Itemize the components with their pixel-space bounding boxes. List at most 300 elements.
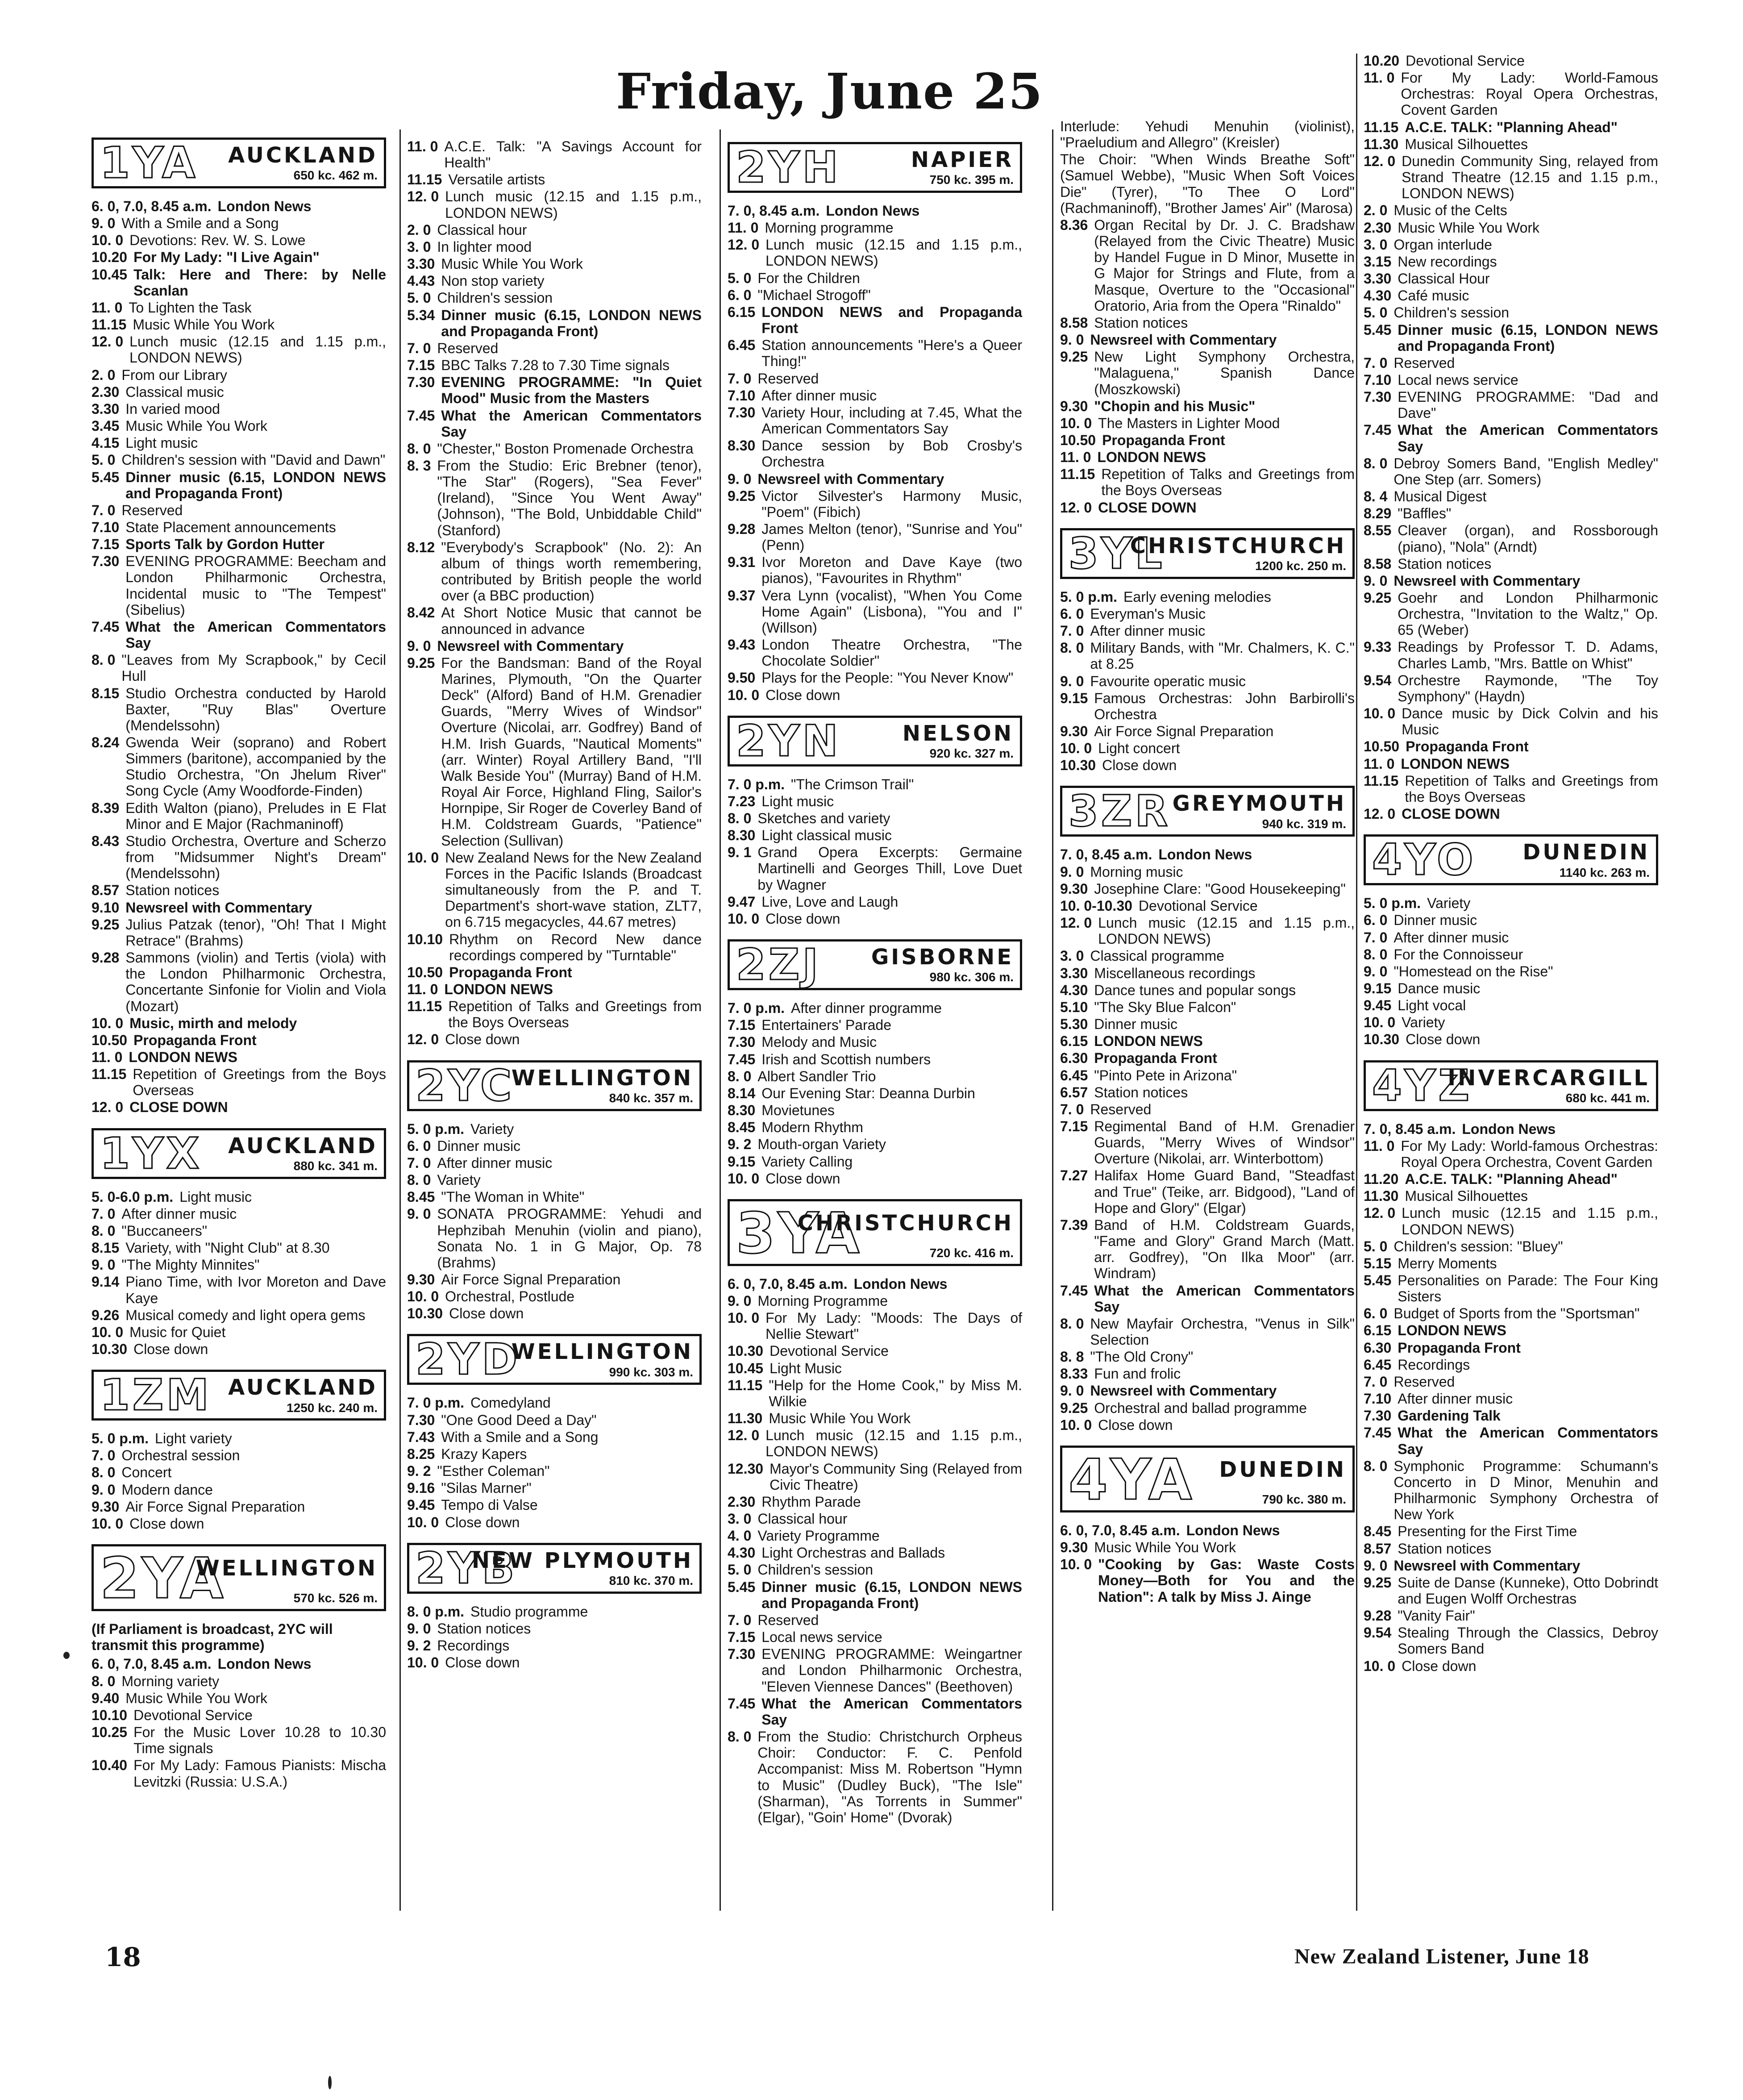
programme-entry (1364, 322, 1658, 354)
programme-entry (1364, 1205, 1658, 1237)
entry-text: Light music (125, 435, 198, 451)
entry-time: 7.43 (407, 1429, 435, 1445)
entry-time: 2.30 (728, 1493, 756, 1510)
station-frequency: 920 kc. 327 m. (929, 746, 1014, 761)
section-gap (728, 928, 1022, 936)
entry-time: 7.30 (1364, 1408, 1392, 1424)
station-city: NEW PLYMOUTH (471, 1548, 693, 1573)
programme-entry (1060, 398, 1355, 414)
entry-time: 3.45 (92, 418, 120, 434)
programme-entry (728, 1612, 1022, 1628)
entry-text: After dinner music (1090, 623, 1206, 639)
entry-text: Suite de Danse (Kunneke), Otto Dobrindt and Eugen Wolff Orchestras (1398, 1574, 1658, 1607)
entry-text: What the American Commentators Say (1398, 1425, 1658, 1457)
entry-text: From our Library (121, 367, 227, 383)
entry-text: Repetition of Talks and Greetings from the Boys Overseas (1101, 466, 1355, 499)
programme-entry (407, 273, 702, 289)
entry-time: 7. 0 (92, 502, 116, 518)
programme-entry (407, 171, 702, 188)
entry-time: 5. 0 (728, 270, 752, 286)
programme-entry (1060, 118, 1355, 150)
programme-entry (92, 300, 386, 316)
entry-time: 9. 0 (1060, 1383, 1084, 1399)
entry-time: 6. 0 (1060, 605, 1084, 622)
entry-text: CLOSE DOWN (1098, 499, 1197, 516)
column-4 (1060, 118, 1355, 1614)
programme-entry (92, 1240, 386, 1256)
entry-text: Comedyland (470, 1395, 551, 1411)
station-note: (If Parliament is broadcast, 2YC will transmit this programme) (92, 1621, 333, 1654)
entry-text: Variety (1402, 1014, 1445, 1031)
programme-entry (92, 1707, 386, 1723)
entry-text: Music for Quiet (129, 1324, 226, 1340)
programme-entry (92, 1015, 386, 1031)
entry-time: 10. 0 (92, 232, 124, 249)
programme-entry (92, 900, 386, 916)
entry-text: Close down (1098, 1417, 1173, 1433)
entry-time: 12. 0 (407, 1031, 439, 1048)
entry-time: 3.15 (1364, 253, 1392, 270)
entry-time: 9. 0 (1364, 1557, 1388, 1574)
station-callsign: 1ZM (100, 1370, 212, 1421)
entry-text: Air Force Signal Preparation (125, 1498, 305, 1515)
programme-entry (92, 1464, 386, 1480)
entry-text: Lunch music (12.15 and 1.15 p.m., LONDON NEWS) (765, 237, 1022, 269)
programme-entry (1364, 1031, 1658, 1047)
entry-text: Everyman's Music (1090, 605, 1206, 622)
entry-text: Children's session (1394, 304, 1510, 321)
entry-time: 6. 0 (728, 287, 752, 303)
programme-entry (92, 418, 386, 434)
programme-entry (728, 1427, 1022, 1459)
entry-time: 10.30 (728, 1343, 764, 1359)
programme-entry (1060, 1084, 1355, 1100)
entry-time: 10. 0 (1060, 1556, 1092, 1573)
entry-time: 6.30 (1060, 1050, 1088, 1067)
entry-time: 8.15 (92, 685, 120, 701)
section-gap (1060, 1606, 1355, 1614)
entry-text: Studio Orchestra conducted by Harold Baxter, "Ruy Blas" Overture (Mendelssohn) (125, 685, 386, 733)
entry-time: 9.30 (1060, 1539, 1088, 1556)
station-callsign: 1YX (100, 1128, 202, 1179)
programme-entry (92, 317, 386, 333)
entry-text: Close down (765, 687, 840, 703)
station-header (407, 1543, 702, 1594)
programme-entry (92, 1447, 386, 1463)
programme-entry (92, 1656, 386, 1672)
entry-text: Movietunes (761, 1102, 835, 1119)
entry-time: 7.39 (1060, 1217, 1088, 1233)
entry-time: 9. 0 (407, 1206, 431, 1222)
programme-entry (92, 1430, 386, 1446)
entry-time: 5.45 (1364, 1272, 1392, 1288)
entry-text: Dunedin Community Sing, relayed from Strand Theatre (12.15 and 1.15 p.m., LONDON NEWS) (1402, 153, 1658, 202)
programme-entry (1364, 1171, 1658, 1187)
entry-text: London News (217, 1656, 312, 1672)
entry-text: Grand Opera Excerpts: Germaine Martinelli and Georges Thill, Love Duet by Wagner (757, 844, 1022, 893)
programme-entry (407, 1288, 702, 1304)
entry-time: 9. 0 (92, 215, 116, 232)
entry-text: "The Mighty Minnites" (121, 1257, 260, 1273)
programme-entry (1364, 488, 1658, 504)
entry-time: 8. 0 (92, 1673, 116, 1689)
entry-text: Light concert (1098, 740, 1180, 757)
programme-entry (407, 307, 702, 339)
programme-entry (92, 1516, 386, 1532)
entry-time: 5. 0 (1364, 1238, 1388, 1254)
station-frequency: 840 kc. 357 m. (609, 1091, 693, 1105)
entry-time: 8. 0 (728, 1068, 752, 1084)
programme-entry (728, 1528, 1022, 1544)
programme-entry (92, 469, 386, 501)
entry-text: EVENING PROGRAMME: Beecham and London Philharmonic Orchestra, Incidental music to "The Tempest" (Sibelius) (125, 553, 386, 618)
station-frequency: 720 kc. 416 m. (929, 1246, 1014, 1260)
programme-entry (1060, 1016, 1355, 1032)
entry-text: Non stop variety (441, 273, 545, 289)
programme-entry (1060, 1217, 1355, 1282)
entry-text: "Leaves from My Scrapbook," by Cecil Hull (121, 652, 386, 684)
station-city: WELLINGTON (511, 1339, 693, 1365)
entry-time: 10. 0 (1060, 415, 1092, 431)
entry-text: Famous Orchestras: John Barbirolli's Orchestra (1094, 690, 1355, 722)
entry-text: After dinner music (121, 1205, 237, 1222)
entry-time: 10.45 (92, 266, 128, 283)
entry-time: 8. 0 p.m. (407, 1603, 465, 1620)
programme-entry (92, 215, 386, 231)
entry-text: Dinner music (1394, 912, 1477, 929)
entry-time: 5. 0 p.m. (1060, 588, 1118, 605)
entry-time: 10.30 (92, 1341, 128, 1357)
programme-entry (728, 670, 1022, 686)
programme-entry (1060, 332, 1355, 348)
programme-entry (1060, 723, 1355, 739)
entry-time: 8.30 (728, 438, 756, 454)
programme-entry (407, 998, 702, 1030)
programme-entry (1364, 1658, 1658, 1674)
entry-time: 3. 0 (1364, 236, 1388, 253)
programme-entry (407, 1206, 702, 1271)
entry-time: 12. 0 (728, 237, 760, 253)
entry-text: The Choir: "When Winds Breathe Soft" (Samuel Webbe), "Music When Soft Voices Die" (Tyrer), "To Thee O Lord" (Rachmaninoff), "Brother James' Air" (Marosa) (1060, 151, 1355, 216)
entry-time: 11.15 (1060, 466, 1095, 483)
entry-time: 3.30 (1060, 965, 1088, 981)
entry-text: A.C.E. TALK: "Planning Ahead" (1405, 119, 1618, 135)
programme-entry (407, 1189, 702, 1205)
entry-time: 3. 0 (1060, 948, 1084, 964)
entry-text: "One Good Deed a Day" (441, 1412, 597, 1428)
entry-time: 7.45 (92, 618, 120, 635)
entry-time: 7.15 (407, 357, 435, 374)
entry-text: Musical Silhouettes (1405, 136, 1528, 152)
entry-time: 8.33 (1060, 1366, 1088, 1382)
programme-entry (1364, 912, 1658, 928)
programme-entry (92, 384, 386, 400)
programme-entry (1364, 1322, 1658, 1338)
entry-text: Dinner music (6.15, LONDON NEWS and Propaganda Front) (1398, 321, 1658, 354)
programme-entry (728, 1494, 1022, 1510)
entry-time: 5. 0-6.0 p.m. (92, 1188, 174, 1205)
programme-entry (92, 1757, 386, 1789)
programme-entry (92, 502, 386, 518)
entry-text: Light Orchestras and Ballads (761, 1545, 945, 1561)
programme-entry (1060, 1050, 1355, 1066)
programme-entry (1060, 881, 1355, 897)
station-frequency: 880 kc. 341 m. (293, 1158, 378, 1173)
entry-text: Repetition of Talks and Greetings from the Boys Overseas (1405, 772, 1658, 805)
entry-text: Classical hour (437, 221, 527, 238)
entry-text: Gardening Talk (1398, 1408, 1501, 1424)
programme-entry (92, 833, 386, 881)
programme-entry (407, 655, 702, 849)
entry-text: Recordings (437, 1638, 510, 1654)
entry-time: 12. 0 (728, 1427, 760, 1444)
entry-text: Goehr and London Philharmonic Orchestra, "Invitation to the Waltz," Op. 65 (Weber) (1398, 590, 1658, 638)
entry-text: Vera Lynn (vocalist), "When You Come Home Again" (Lisbona), "You and I" (Willson) (761, 587, 1022, 636)
entry-time: 9. 0 (728, 1292, 752, 1309)
entry-text: Children's session (757, 1562, 874, 1578)
page-footer: New Zealand Listener, June 18 (1294, 1945, 1589, 1968)
programme-entry (92, 232, 386, 248)
programme-entry (1364, 389, 1658, 421)
station-city: DUNEDIN (1219, 1457, 1346, 1482)
programme-entry (728, 1085, 1022, 1101)
column-rule (399, 129, 401, 1911)
entry-text: "The Woman in White" (441, 1189, 585, 1205)
entry-text: LONDON NEWS (1401, 755, 1510, 772)
station-city: WELLINGTON (511, 1065, 693, 1091)
entry-text: Studio Orchestra, Overture and Scherzo from "Midsummer Night's Dream" (Mendelssohn) (125, 833, 386, 882)
entry-text: LONDON NEWS (129, 1049, 237, 1065)
entry-text: To Lighten the Task (129, 299, 252, 316)
entry-text: Variety Calling (761, 1153, 853, 1170)
entry-text: Variety (437, 1172, 481, 1188)
entry-time: 3.30 (92, 400, 120, 417)
section-gap (407, 1531, 702, 1539)
entry-text: London News (217, 198, 312, 214)
entry-text: Organ interlude (1394, 236, 1492, 253)
entry-time: 12. 0 (1060, 499, 1092, 516)
entry-text: For My Lady: Famous Pianists: Mischa Levitzki (Russia: U.S.A.) (133, 1757, 386, 1790)
programme-entry (1364, 929, 1658, 946)
programme-entry (1060, 589, 1355, 605)
entry-time: 7.30 (92, 553, 120, 570)
station-header (1060, 528, 1355, 579)
programme-entry (728, 1034, 1022, 1050)
programme-entry (1060, 982, 1355, 998)
programme-entry (728, 287, 1022, 303)
entry-time: 9.28 (92, 950, 120, 966)
programme-entry (1364, 153, 1658, 201)
entry-text: Children's session with "David and Dawn" (121, 452, 386, 468)
entry-text: Devotions: Rev. W. S. Lowe (129, 232, 306, 249)
station-city: NELSON (902, 721, 1014, 746)
station-frequency: 980 kc. 306 m. (929, 970, 1014, 984)
entry-time: 9.14 (92, 1274, 120, 1290)
entry-text: Reserved (121, 502, 183, 518)
entry-time: 8. 0 (92, 652, 116, 668)
programme-entry (92, 249, 386, 265)
entry-time: 8.43 (92, 833, 120, 849)
programme-entry (1060, 690, 1355, 722)
entry-time: 5.34 (407, 307, 435, 323)
entry-time: 8.29 (1364, 505, 1392, 522)
programme-entry (1364, 980, 1658, 996)
station-header (407, 1060, 702, 1111)
entry-text: SONATA PROGRAMME: Yehudi and Hephzibah Menuhin (violin and piano), Sonata No. 1 in G Major, Op. 78 (Brahms) (437, 1206, 702, 1271)
programme-entry (1364, 946, 1658, 962)
programme-entry (1364, 372, 1658, 388)
programme-entry (1364, 590, 1658, 638)
entry-time: 7.15 (728, 1629, 756, 1646)
entry-time: 10. 0 (407, 1654, 439, 1671)
entry-time: 10.30 (1364, 1031, 1400, 1048)
programme-entry (1060, 349, 1355, 397)
programme-entry (1060, 1033, 1355, 1049)
entry-time: 9.25 (407, 654, 435, 671)
entry-time: 6.15 (728, 304, 756, 320)
entry-time: 8.57 (92, 882, 120, 899)
entry-time: 12. 0 (1364, 153, 1396, 169)
column-5 (1364, 53, 1658, 1683)
programme-entry (1060, 315, 1355, 331)
entry-time: 10. 0 (728, 1170, 760, 1187)
entry-text: Classical music (125, 383, 224, 400)
entry-time: 7.10 (1364, 1391, 1392, 1407)
entry-time: 4.30 (1364, 288, 1392, 304)
programme-entry (407, 1514, 702, 1530)
programme-entry (1060, 1067, 1355, 1083)
entry-text: Lunch music (12.15 and 1.15 p.m., LONDON NEWS) (1402, 1205, 1658, 1238)
programme-entry (92, 333, 386, 366)
entry-text: Reserved (1394, 1373, 1455, 1390)
entry-text: Reserved (757, 370, 819, 387)
entry-text: "Esther Coleman" (437, 1463, 550, 1479)
entry-text: Variety Hour, including at 7.45, What the American Commentators Say (761, 404, 1022, 437)
entry-time: 7.30 (407, 374, 435, 391)
section-gap (1060, 517, 1355, 525)
entry-text: "Buccaneers" (121, 1222, 208, 1239)
station-header (92, 1544, 386, 1611)
entry-time: 9.30 (1060, 398, 1088, 414)
entry-time: 11.15 (92, 1066, 127, 1083)
entry-text: Music While You Work (1398, 219, 1540, 236)
entry-text: Variety, with "Night Club" at 8.30 (125, 1240, 330, 1256)
entry-time: 12. 0 (1060, 915, 1092, 931)
programme-entry (1364, 1014, 1658, 1030)
entry-text: Devotional Service (1138, 897, 1258, 914)
entry-time: 11. 0 (1364, 1138, 1395, 1154)
entry-time: 8. 0 (728, 1729, 752, 1745)
entry-time: 7. 0 (407, 340, 431, 356)
programme-entry (1060, 1417, 1355, 1433)
entry-text: Air Force Signal Preparation (1094, 723, 1274, 739)
entry-time: 8.45 (1364, 1523, 1392, 1540)
entry-time: 10. 0 (407, 849, 439, 866)
entry-time: 2. 0 (92, 367, 116, 383)
entry-time: 2.30 (1364, 219, 1392, 236)
entry-time: 9.37 (728, 587, 756, 604)
entry-time: 7.15 (92, 536, 120, 553)
programme-entry (1364, 70, 1658, 118)
programme-entry (407, 357, 702, 373)
entry-text: Josephine Clare: "Good Housekeeping" (1094, 880, 1346, 897)
entry-time: 7.30 (728, 404, 756, 421)
print-speck (63, 1652, 70, 1659)
entry-text: State Placement announcements (125, 519, 336, 535)
station-header (1364, 1060, 1658, 1111)
entry-time: 6.45 (1060, 1067, 1088, 1083)
entry-text: Close down (1402, 1658, 1477, 1674)
entry-text: The Masters in Lighter Mood (1098, 415, 1280, 431)
entry-time: 11.15 (407, 171, 442, 188)
entry-time: 5.15 (1364, 1255, 1392, 1271)
programme-entry (92, 519, 386, 535)
entry-time: 9.54 (1364, 1625, 1392, 1641)
programme-entry (92, 367, 386, 383)
programme-entry (1060, 1522, 1355, 1538)
entry-time: 9. 1 (728, 844, 752, 861)
entry-text: Military Bands, with "Mr. Chalmers, K. C." at 8.25 (1090, 640, 1355, 672)
entry-text: "Pinto Pete in Arizona" (1094, 1067, 1237, 1083)
entry-time: 12. 0 (407, 188, 439, 205)
entry-time: 10. 0 (92, 1515, 124, 1532)
entry-text: Victor Silvester's Harmony Music, "Poem" (Fibich) (761, 488, 1022, 520)
entry-time: 12. 0 (1364, 806, 1396, 822)
entry-time: 10. 0 (1060, 740, 1092, 757)
programme-entry (407, 1621, 702, 1637)
entry-text: Children's session (437, 290, 553, 306)
entry-text: For the Connoisseur (1394, 946, 1523, 962)
entry-text: A.C.E. Talk: "A Savings Account for Health" (444, 138, 702, 171)
entry-time: 10. 0 (1364, 1658, 1396, 1674)
entry-time: 10.30 (407, 1305, 443, 1322)
programme-entry (1364, 1425, 1658, 1457)
programme-entry (728, 810, 1022, 826)
entry-text: Close down (1406, 1031, 1481, 1048)
station-city: NAPIER (911, 147, 1014, 172)
programme-entry (728, 471, 1022, 487)
station-city: CHRISTCHURCH (797, 1210, 1014, 1236)
entry-time: 11.30 (1364, 1188, 1399, 1204)
column-rule (1356, 54, 1357, 1911)
entry-time: 11. 0 (1060, 449, 1091, 466)
programme-entry (1364, 556, 1658, 572)
programme-entry (1364, 455, 1658, 488)
entry-time: 10.20 (92, 249, 128, 266)
entry-time: 10.10 (92, 1707, 128, 1723)
entry-text: Station notices (1398, 555, 1492, 572)
entry-time: 3. 0 (407, 238, 431, 255)
entry-text: Modern dance (121, 1481, 213, 1498)
entry-time: 9.43 (728, 637, 756, 653)
entry-time: 7.10 (1364, 371, 1392, 388)
entry-text: Dinner music (6.15, LONDON NEWS and Propaganda Front) (125, 469, 386, 501)
entry-time: 7.45 (1364, 422, 1392, 438)
programme-entry (407, 1429, 702, 1445)
entry-time: 11. 0 (407, 981, 438, 997)
station-callsign: 2ZJ (736, 940, 821, 990)
entry-text: After dinner music (1398, 1391, 1513, 1407)
station-frequency: 1140 kc. 263 m. (1559, 865, 1650, 879)
programme-entry (1364, 304, 1658, 321)
entry-text: Propaganda Front (1102, 432, 1225, 448)
programme-entry (407, 1395, 702, 1411)
programme-entry (92, 1257, 386, 1273)
programme-entry (1364, 1188, 1658, 1204)
entry-time: 2. 0 (407, 221, 431, 238)
entry-time: 9. 0 (407, 1620, 431, 1637)
entry-time: 7. 0 (1060, 623, 1084, 639)
